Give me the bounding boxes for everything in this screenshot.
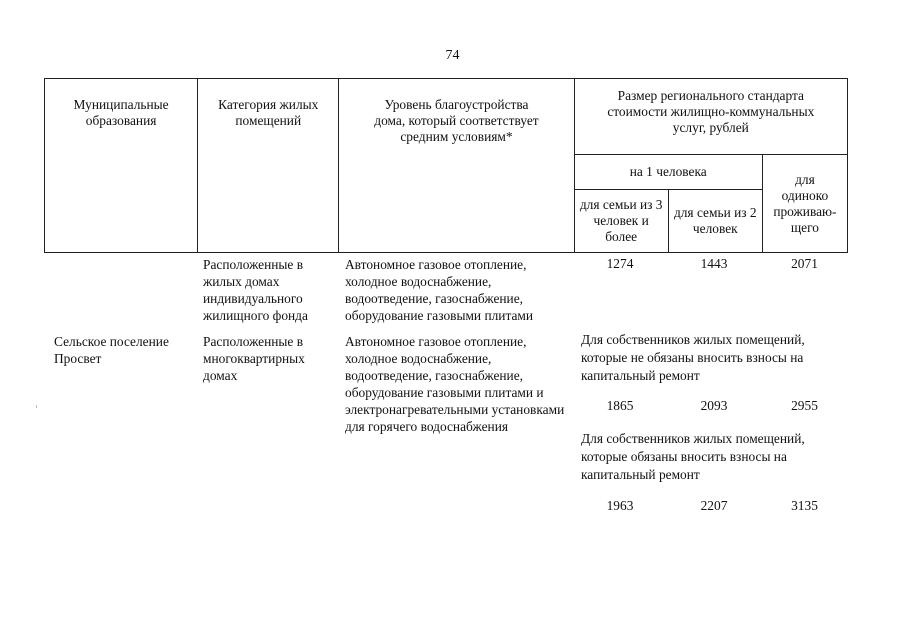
header-municipalities: Муниципальные образования [45,79,198,253]
row2-municipality: Сельское поселение Просвет [54,334,169,366]
row1-value-family3: 1274 [606,256,634,271]
row2-value2-single: 3135 [791,498,818,513]
header-family3: для семьи из 3 человек и более [574,190,668,253]
header-table [44,78,848,253]
row2-value1-single: 2955 [791,398,818,413]
row2-value1-family3: 1865 [606,398,634,413]
row2-value2-family2: 2207 [700,498,728,513]
row1-level: Автономное газовое отопление, холодное водоснабжение, водоотведение, газоснабжение, оборудование газовыми плитами [345,257,534,323]
scan-artifact [36,405,37,408]
row2-value2-family3: 1963 [606,498,634,513]
row2-note-capital-repair: Для собственников жилых помещений, которые обязаны вносить взносы на капитальный ремонт [581,431,805,482]
header-family2: для семьи из 2 человек [668,190,762,253]
header-per-person: на 1 человека [574,155,762,190]
page-number: 74 [445,48,460,63]
header-category: Категория жилых помещений [198,79,339,253]
row2-level: Автономное газовое отопление, холодное водоснабжение, водоотведение, газоснабжение, оборудование газовыми плитами и электронагревательными установками для горячего водоснабжения [345,334,565,434]
row2-category: Расположенные в многоквартирных домах [203,334,305,383]
header-standard: Размер регионального стандарта стоимости жилищно-коммунальных услуг, рублей [574,79,847,155]
row1-value-family2: 1443 [700,256,728,271]
row1-value-single: 2071 [791,256,818,271]
row2-note-no-capital-repair: Для собственников жилых помещений, которые не обязаны вносить взносы на капитальный ремонт [581,332,805,383]
header-level: Уровень благоустройства дома, который соответствует средним условиям* [339,79,574,253]
header-single: для одиноко проживаю-щего [762,155,847,253]
row2-value1-family2: 2093 [700,398,728,413]
row1-category: Расположенные в жилых домах индивидуального жилищного фонда [203,257,308,323]
